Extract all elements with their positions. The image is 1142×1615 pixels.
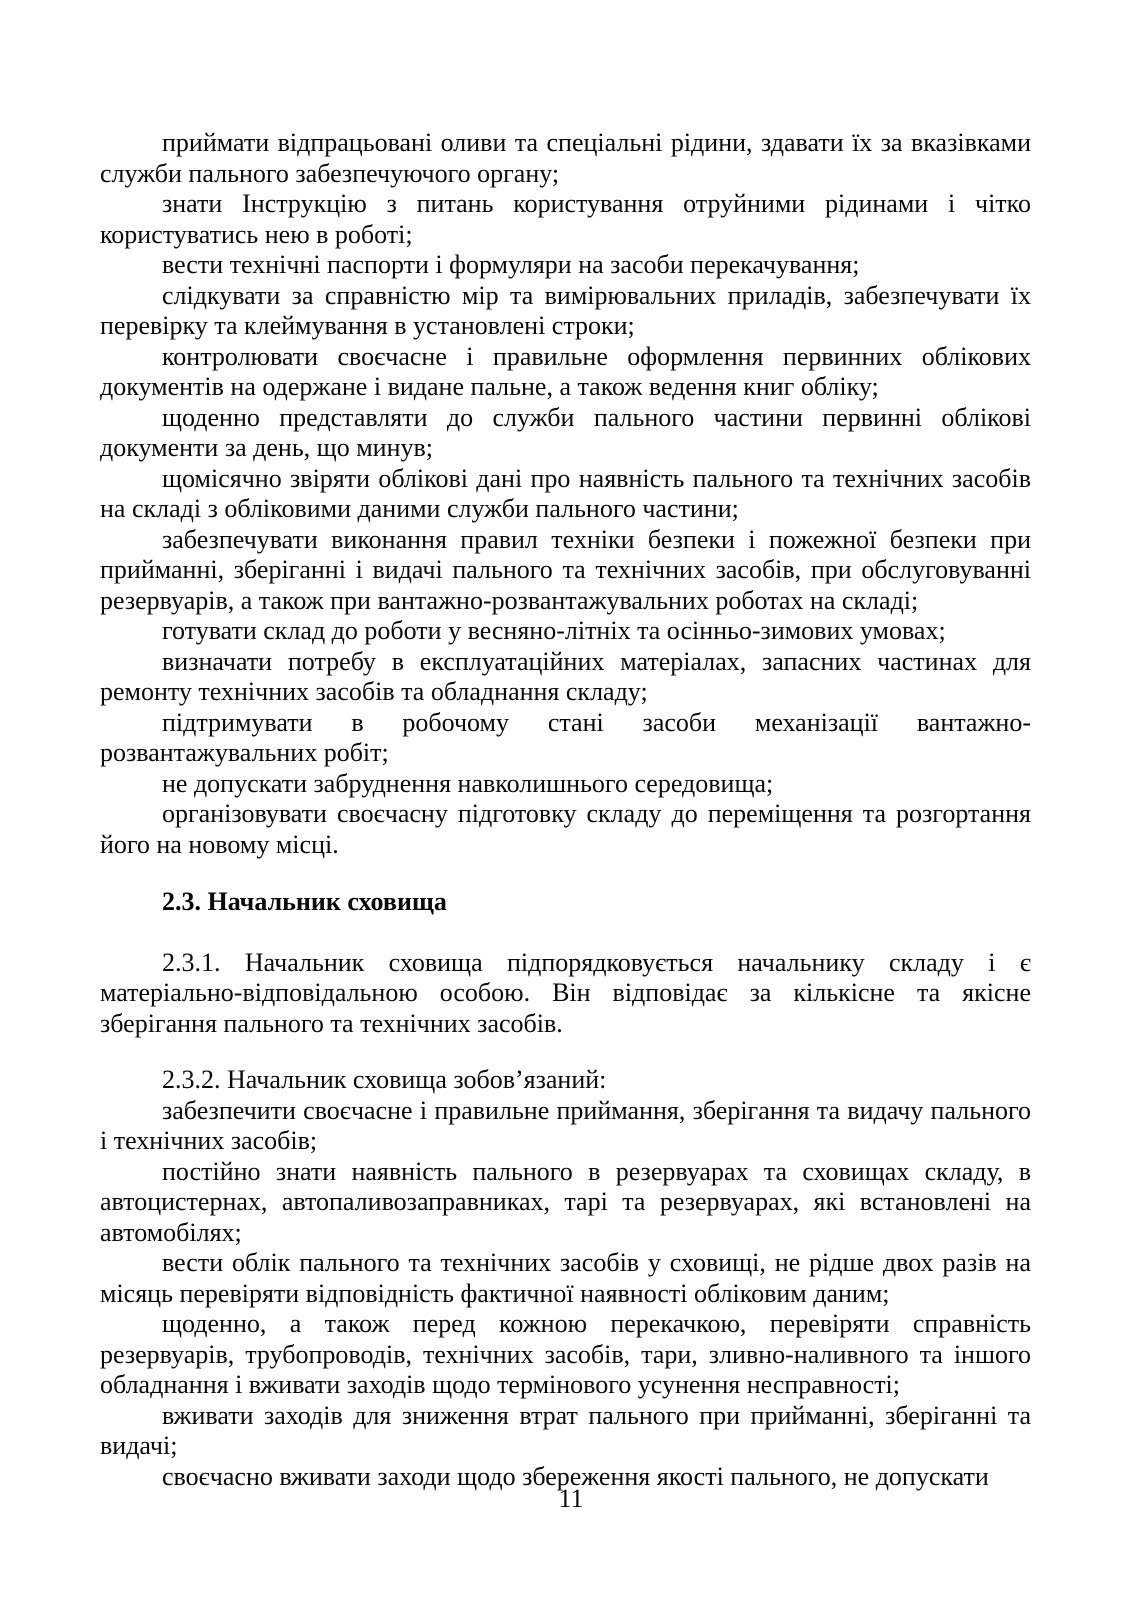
duty-item: вести облік пального та технічних засобів у сховищі, не рідше двох разів на місяць перевіряти відповідність фактичної наявності обліковим даним;: [100, 1248, 1031, 1308]
duty-item: контролювати своєчасне і правильне оформлення первинних облікових документів на одержане і видане пальне, а також ведення книг обліку;: [100, 341, 1031, 401]
duty-item: щомісячно звіряти облікові дані про наявність пального та технічних засобів на складі з обліковими даними служби пального частини;: [100, 463, 1031, 523]
duty-item: постійно знати наявність пального в резервуарах та сховищах складу, в автоцистернах, автопаливозаправниках, тарі та резервуарах, які встановлені на автомобілях;: [100, 1156, 1031, 1247]
document-page: [100, 128, 1031, 1492]
duty-item: вести технічні паспорти і формуляри на засоби перекачування;: [162, 250, 860, 279]
duty-item: приймати відпрацьовані оливи та спеціальні рідини, здавати їх за вказівками служби пального забезпечуючого органу;: [100, 128, 1031, 188]
section-paragraph-2-3-1: 2.3.1. Начальник сховища підпорядковується начальнику складу і є матеріально-відповідальною особою. Він відповідає за кількісне та якісне зберігання пального та технічних засобів.: [100, 947, 1031, 1038]
duty-item: не допускати забруднення навколишнього середовища;: [162, 768, 774, 798]
duty-item: знати Інструкцію з питань користування отруйними рідинами і чітко користуватись нею в роботі;: [100, 189, 1031, 249]
duty-item: визначати потребу в експлуатаційних матеріалах, запасних частинах для ремонту технічних засобів та обладнання складу;: [100, 646, 1031, 706]
section-heading: 2.3. Начальник сховища: [162, 887, 447, 916]
duty-item: щоденно представляти до служби пального частини первинні облікові документи за день, що минув;: [100, 402, 1031, 462]
duty-item: слідкувати за справністю мір та вимірювальних приладів, забезпечувати їх перевірку та клеймування в установлені строки;: [100, 280, 1031, 340]
duty-item: підтримувати в робочому стані засоби механізації вантажно-розвантажувальних робіт;: [100, 707, 1031, 767]
duty-item: щоденно, а також перед кожною перекачкою, перевіряти справність резервуарів, трубопроводів, технічних засобів, тари, зливно-наливного та іншого обладнання і вживати заходів щодо термінового усунення несправності;: [100, 1309, 1031, 1399]
duty-item: своєчасно вживати заходи щодо збереження якості пального, не допускати: [162, 1461, 989, 1491]
section-paragraph-2-3-2: 2.3.2. Начальник сховища зобов’язаний:: [162, 1065, 607, 1094]
page-number: 11: [558, 1484, 584, 1513]
duty-item: вживати заходів для зниження втрат пального при прийманні, зберіганні та видачі;: [100, 1400, 1031, 1460]
duty-item: забезпечити своєчасне і правильне приймання, зберігання та видачу пального і технічних засобів;: [100, 1095, 1031, 1155]
duty-item: забезпечувати виконання правил техніки безпеки і пожежної безпеки при прийманні, зберіганні і видачі пального та технічних засобів, при обслуговуванні резервуарів, а також при вантажно-розвантажувальних роботах на складі;: [100, 524, 1031, 615]
duty-item: організовувати своєчасну підготовку складу до переміщення та розгортання його на новому місці.: [100, 799, 1031, 859]
duty-item: готувати склад до роботи у весняно-літніх та осінньо-зимових умовах;: [162, 616, 946, 645]
